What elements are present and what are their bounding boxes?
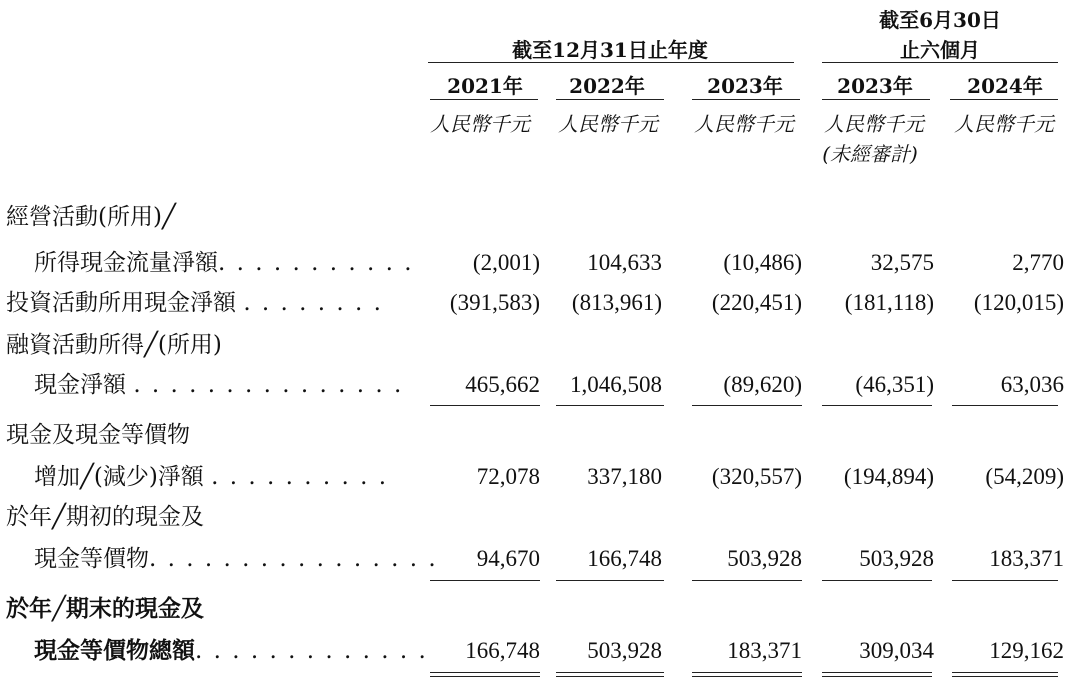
value-2022: (813,961) [571,290,662,315]
total-double-rule-2 [556,672,664,677]
year-rule-4 [822,99,930,100]
header-fiscal-year-group: 截至12月31日止年度 [512,38,708,62]
row-label: 現金淨額 . . . . . . . . . . . . . . . [34,372,404,398]
unit-2022: 人民幣千元 [558,112,658,136]
value-2024-6m: (54,209) [985,464,1064,489]
row-opening-cash [0,500,1080,534]
value-2024-6m: 129,162 [989,638,1064,663]
value-2023-fy: (220,451) [711,290,802,315]
header-rule-fy [428,62,794,63]
total-double-rule-5 [952,672,1058,677]
unaudited-note: (未經審計) [822,142,918,166]
subtotal-rule-5 [952,580,1058,581]
row-closing-cash-values [0,634,1080,668]
value-2022: 337,180 [587,464,662,489]
unit-2023-fy: 人民幣千元 [694,112,794,136]
value-2023-fy: 503,928 [727,546,802,571]
year-rule-3 [692,99,800,100]
value-2022: 503,928 [587,638,662,663]
value-2024-6m: 2,770 [1012,250,1064,275]
row-label: 增加╱(減少)淨額 . . . . . . . . . . [34,464,389,490]
value-2023-6m: 503,928 [859,546,934,571]
value-2024-6m: 63,036 [1000,372,1064,397]
row-label: 現金及現金等價物 [6,422,190,448]
year-2021: 2021年 [447,74,523,98]
row-investing [0,286,1080,320]
value-2021: 94,670 [476,546,540,571]
subtotal-rule-1 [430,580,540,581]
year-rule-1 [430,99,538,100]
value-2023-fy: (89,620) [723,372,802,397]
value-2021: 465,662 [465,372,540,397]
row-label: 於年╱期初的現金及 [6,504,204,530]
row-closing-cash [0,592,1080,626]
total-double-rule-1 [430,672,540,677]
row-operating [0,200,1080,234]
year-2023-fy: 2023年 [707,74,783,98]
subtotal-rule-1 [430,405,540,406]
row-net-change [0,418,1080,452]
value-2023-fy: (10,486) [723,250,802,275]
unit-2024-6m: 人民幣千元 [954,112,1054,136]
value-2023-6m: (181,118) [844,290,934,315]
subtotal-rule-4 [822,405,932,406]
row-label: 投資活動所用現金淨額 . . . . . . . . [6,290,383,316]
header-rule-6m [822,62,1058,63]
value-2021: 166,748 [465,638,540,663]
value-2023-6m: (194,894) [843,464,934,489]
subtotal-rule-5 [952,405,1058,406]
year-2024-6m: 2024年 [967,74,1043,98]
row-label: 現金等價物總額. . . . . . . . . . . . . [34,637,428,664]
value-2021: (2,001) [472,250,540,275]
row-net-change-values [0,460,1080,494]
unit-2023-6m: 人民幣千元 [824,112,924,136]
subtotal-rule-4 [822,580,932,581]
header-six-months-line1: 截至6月30日 [879,8,1001,32]
header-six-months-line2: 止六個月 [900,38,980,62]
year-2023-6m: 2023年 [837,74,913,98]
value-2023-6m: 32,575 [870,250,934,275]
row-operating-values [0,246,1080,280]
total-double-rule-3 [692,672,802,677]
row-financing-values [0,368,1080,402]
year-rule-2 [556,99,664,100]
value-2022: 104,633 [587,250,662,275]
row-label: 現金等價物. . . . . . . . . . . . . . . . [34,546,438,572]
value-2024-6m: 183,371 [989,546,1064,571]
row-financing [0,328,1080,362]
row-label: 經營活動(所用)╱ [6,204,176,230]
row-opening-cash-values [0,542,1080,576]
row-label: 於年╱期末的現金及 [6,595,204,622]
value-2022: 1,046,508 [570,372,662,397]
row-label: 所得現金流量淨額. . . . . . . . . . . [34,250,414,276]
value-2023-fy: (320,557) [711,464,802,489]
value-2024-6m: (120,015) [973,290,1064,315]
subtotal-rule-3 [692,405,802,406]
value-2021: 72,078 [476,464,540,489]
value-2021: (391,583) [449,290,540,315]
value-2023-fy: 183,371 [727,638,802,663]
row-label: 融資活動所得╱(所用) [6,332,222,358]
total-double-rule-4 [822,672,932,677]
year-rule-5 [950,99,1058,100]
year-2022: 2022年 [569,74,645,98]
subtotal-rule-3 [692,580,802,581]
subtotal-rule-2 [556,580,664,581]
unit-2021: 人民幣千元 [430,112,530,136]
value-2023-6m: (46,351) [855,372,934,397]
subtotal-rule-2 [556,405,664,406]
value-2023-6m: 309,034 [859,638,934,663]
value-2022: 166,748 [587,546,662,571]
